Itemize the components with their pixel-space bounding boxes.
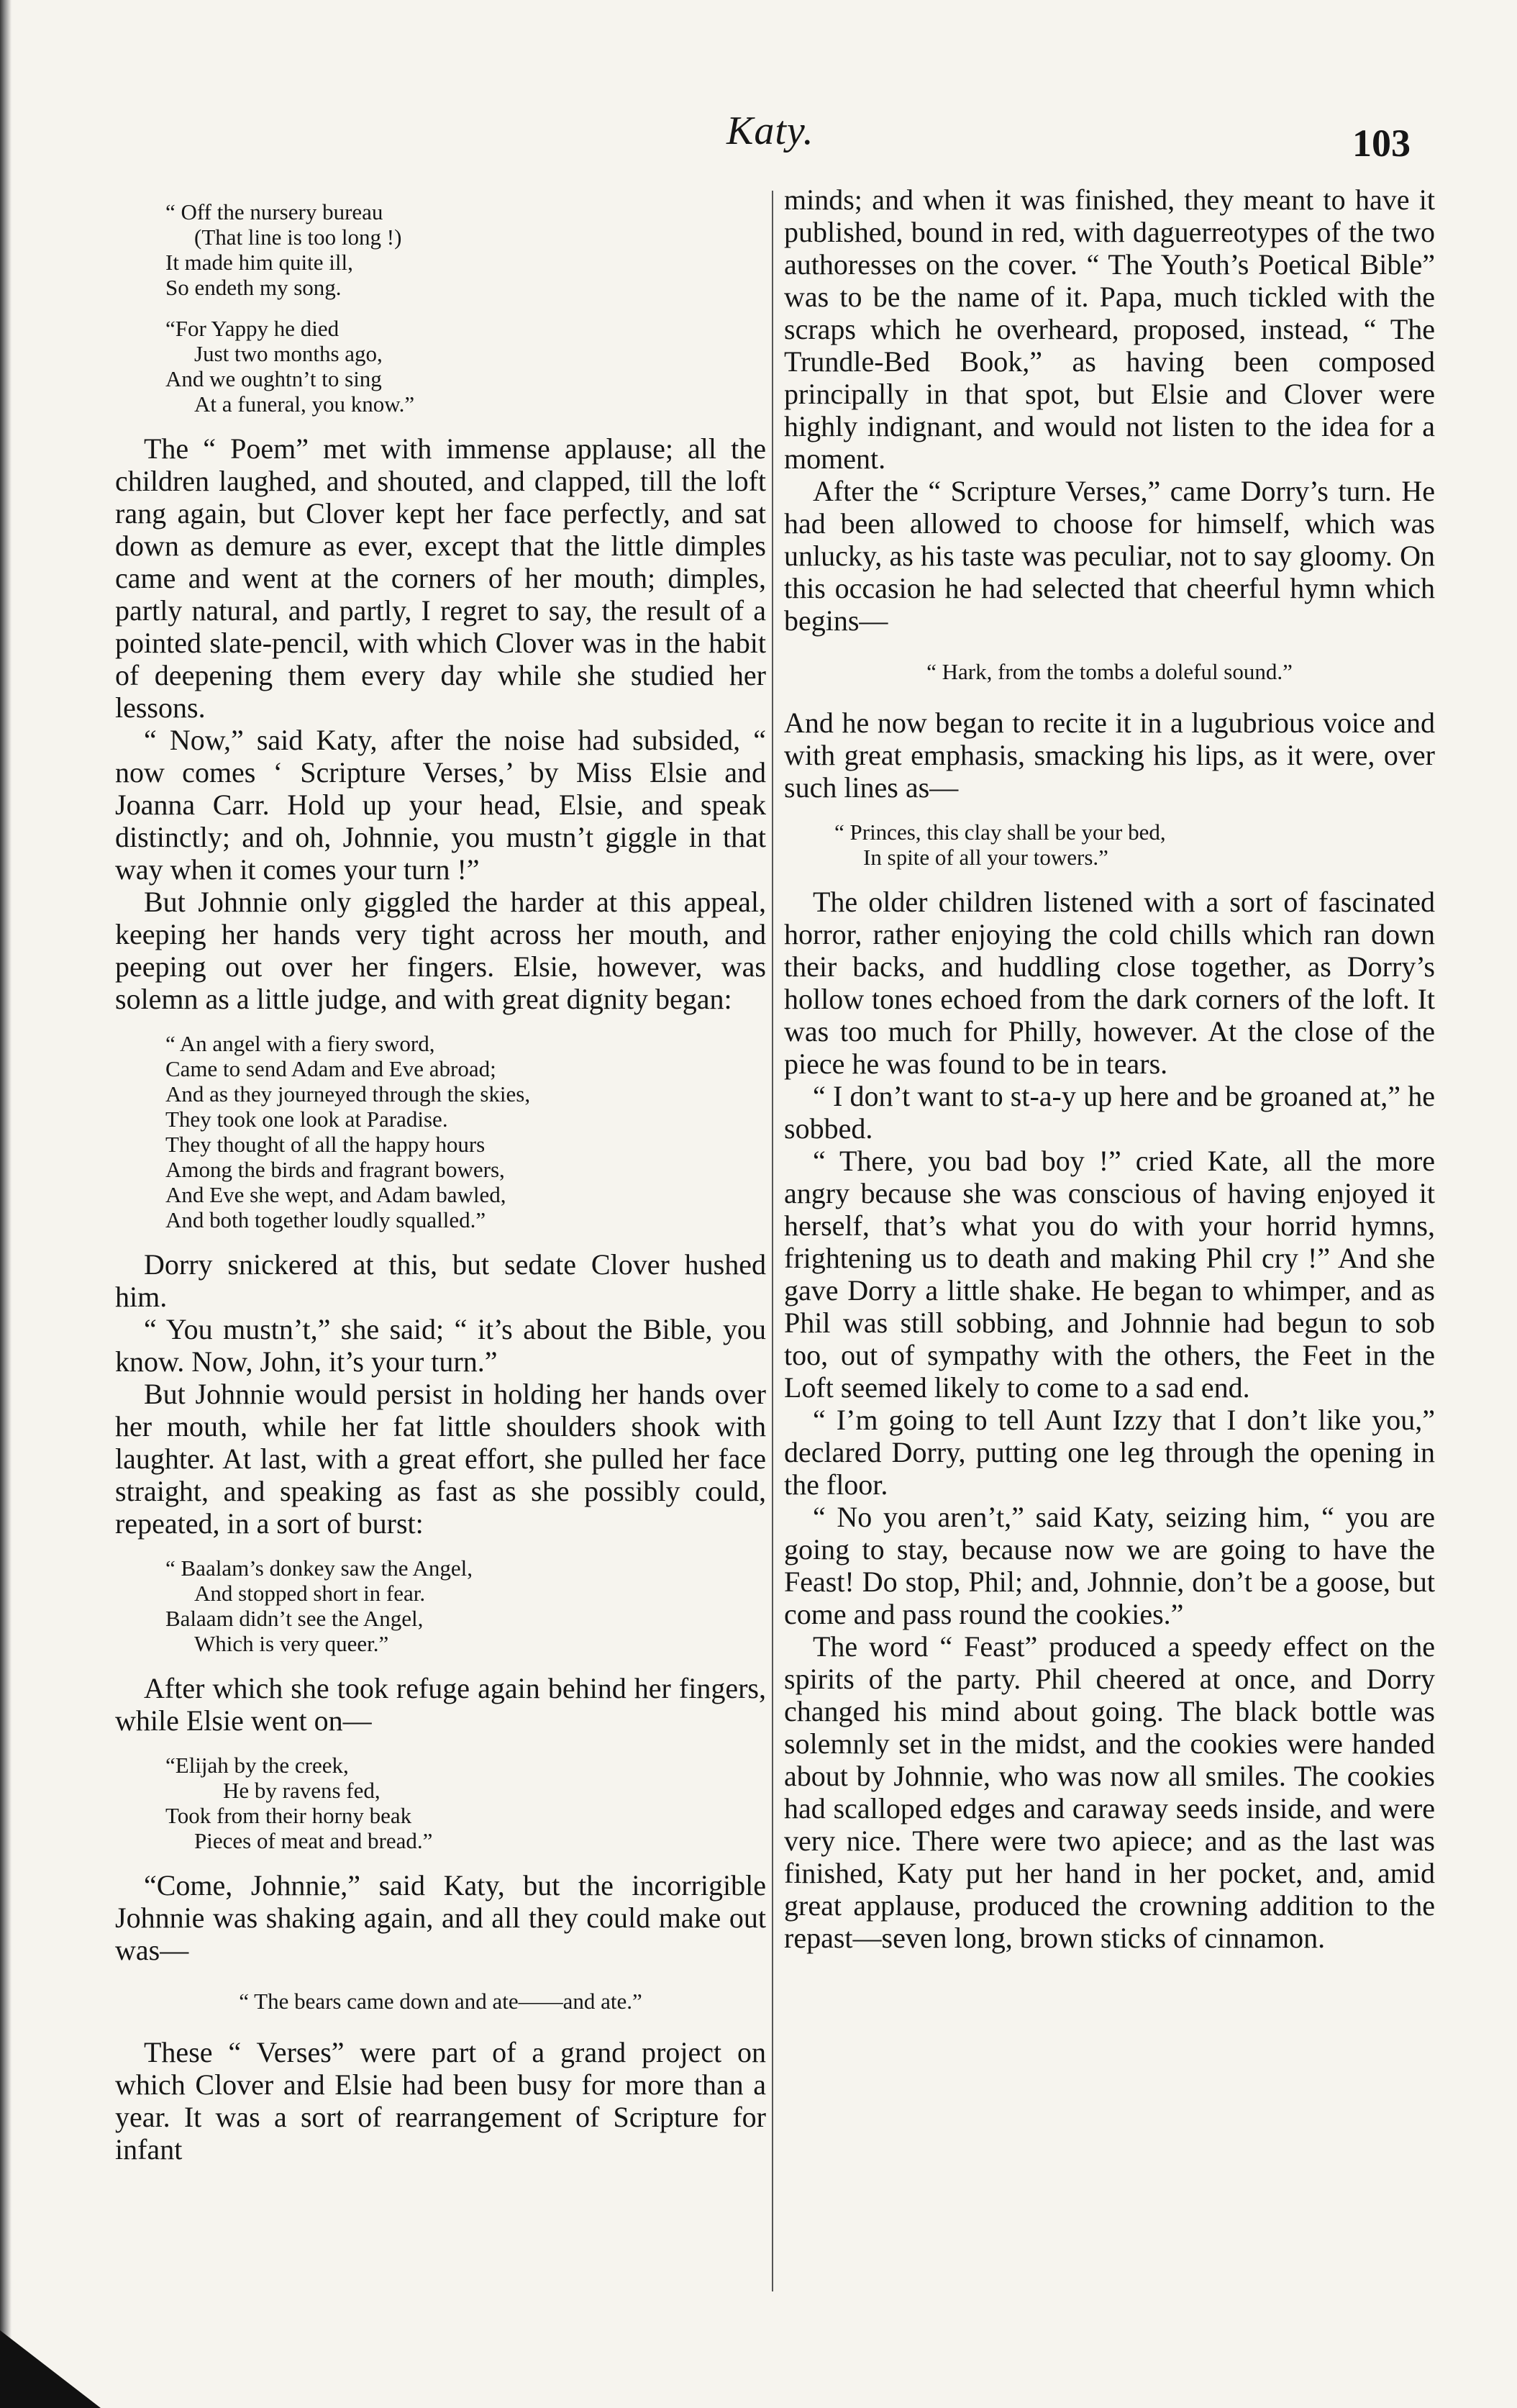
- paragraph: And he now began to recite it in a lugubrious voice and with great emphasis, smacking his lips, as it were, over such lines as—: [784, 707, 1435, 804]
- left-column: [115, 183, 766, 2322]
- paragraph: Dorry snickered at this, but sedate Clover hushed him.: [115, 1248, 766, 1313]
- verse-bears: “ The bears came down and ate——and ate.”: [239, 1989, 642, 2014]
- verse-line: He by ravens fed,: [223, 1778, 381, 1803]
- verse-line: Came to send Adam and Eve abroad;: [165, 1056, 496, 1081]
- verse-line: (That line is too long !): [194, 224, 402, 250]
- paragraph: “ I don’t want to st-a-y up here and be groaned at,” he sobbed.: [784, 1080, 1435, 1145]
- paragraph: These “ Verses” were part of a grand project on which Clover and Elsie had been busy for more than a year. It was a sort of rearrangement of Scripture for infant: [115, 2036, 766, 2166]
- verse-line: At a funeral, you know.”: [194, 391, 415, 417]
- verse-line: “ Princes, this clay shall be your bed,: [834, 819, 1166, 845]
- verse-yappy: [115, 316, 766, 417]
- verse-line: They thought of all the happy hours: [165, 1132, 486, 1157]
- right-column: [784, 183, 1435, 2322]
- verse-line: Took from their horny beak: [165, 1803, 412, 1828]
- paragraph: “ There, you bad boy !” cried Kate, all the more angry because she was conscious of having enjoyed it herself, that’s what you do with your horrid hymns, frightening us to death and making Phil cry !” And she gave Dorry a little shake. He began to whimper, and as Phil was still sobbing, and Johnnie had begun to sob too, out of sympathy with the others, the Feet in the Loft seemed likely to come to a sad end.: [784, 1145, 1435, 1404]
- verse-line: They took one look at Paradise.: [165, 1107, 448, 1132]
- paragraph: “ No you aren’t,” said Katy, seizing him, “ you are going to stay, because now we are going to have the Feast! Do stop, Phil; and, Johnnie, don’t be a goose, but come and pass round the cookies.”: [784, 1501, 1435, 1630]
- verse-line: Among the birds and fragrant bowers,: [165, 1157, 505, 1182]
- verse-line: Pieces of meat and bread.”: [194, 1828, 433, 1853]
- page-number: 103: [1352, 122, 1411, 165]
- verse-line: In spite of all your towers.”: [863, 845, 1108, 870]
- verse-line: Balaam didn’t see the Angel,: [165, 1606, 424, 1631]
- verse-line: “For Yappy he died: [165, 316, 340, 341]
- running-title: Katy.: [726, 109, 814, 153]
- verse-princes: [784, 819, 1435, 870]
- paragraph: “Come, Johnnie,” said Katy, but the incorrigible Johnnie was shaking again, and all they could make out was—: [115, 1869, 766, 1966]
- verse-line: So endeth my song.: [165, 275, 342, 300]
- paragraph: But Johnnie would persist in holding her hands over her mouth, while her fat little shoulders shook with laughter. At last, with a great effort, she pulled her face straight, and speaking as fast as she possibly could, repeated, in a sort of burst:: [115, 1378, 766, 1540]
- scan-corner-shadow: [0, 2322, 101, 2408]
- page-edge-shadow: [0, 0, 12, 2408]
- page-header: [0, 108, 1517, 173]
- paragraph: But Johnnie only giggled the harder at this appeal, keeping her hands very tight across her mouth, and peeping out over her fingers. Elsie, however, was solemn as a little judge, and with great dignity began:: [115, 886, 766, 1015]
- verse-line: And both together loudly squalled.”: [165, 1207, 486, 1232]
- verse-line: And stopped short in fear.: [194, 1581, 426, 1606]
- verse-nursery-bureau: [115, 199, 766, 300]
- verse-elijah: [115, 1753, 766, 1853]
- verse-hark: “ Hark, from the tombs a doleful sound.”: [926, 659, 1293, 684]
- verse-angel: [115, 1031, 766, 1232]
- paragraph: The “ Poem” met with immense applause; all the children laughed, and shouted, and clapped, till the loft rang again, but Clover kept her face perfectly, and sat down as demure as ever, except that the little dimples came and went at the corners of her mouth; dimples, partly natural, and partly, I regret to say, the result of a pointed slate-pencil, with which Clover was in the habit of deepening them every day while she studied her lessons.: [115, 432, 766, 724]
- paragraph: The word “ Feast” produced a speedy effect on the spirits of the party. Phil cheered at once, and Dorry changed his mind about going. The black bottle was solemnly set in the midst, and the cookies were handed about by Johnnie, who was now all smiles. The cookies had scalloped edges and caraway seeds inside, and were very nice. There were two apiece; and as the last was finished, Katy put her hand in her pocket, and, amid great applause, produced the crowning addition to the repast—seven long, brown sticks of cinnamon.: [784, 1630, 1435, 1954]
- verse-line: Which is very queer.”: [194, 1631, 389, 1656]
- paragraph: The older children listened with a sort of fascinated horror, rather enjoying the cold chills which ran down their backs, and huddling close together, as Dorry’s hollow tones echoed from the dark corners of the loft. It was too much for Philly, however. At the close of the piece he was found to be in tears.: [784, 886, 1435, 1080]
- verse-line: And Eve she wept, and Adam bawled,: [165, 1182, 506, 1207]
- verse-line: “Elijah by the creek,: [165, 1753, 349, 1778]
- paragraph: “ I’m going to tell Aunt Izzy that I don’t like you,” declared Dorry, putting one leg through the opening in the floor.: [784, 1404, 1435, 1501]
- verse-line: Just two months ago,: [194, 341, 383, 366]
- verse-line: And we oughtn’t to sing: [165, 366, 382, 391]
- verse-line: “ Off the nursery bureau: [165, 199, 383, 224]
- verse-line: “ An angel with a fiery sword,: [165, 1031, 435, 1056]
- verse-balaam: [115, 1555, 766, 1656]
- verse-line: “ Baalam’s donkey saw the Angel,: [165, 1555, 473, 1581]
- paragraph: minds; and when it was finished, they meant to have it published, bound in red, with daguerreotypes of the two authoresses on the cover. “ The Youth’s Poetical Bible” was to be the name of it. Papa, much tickled with the scraps which he overheard, proposed, instead, “ The Trundle-Bed Book,” as having been composed principally in that spot, but Elsie and Clover were highly indignant, and would not listen to the idea for a moment.: [784, 183, 1435, 475]
- column-divider: [772, 191, 773, 2291]
- paragraph: “ You mustn’t,” she said; “ it’s about the Bible, you know. Now, John, it’s your turn.”: [115, 1313, 766, 1378]
- verse-line: And as they journeyed through the skies,: [165, 1081, 531, 1107]
- paragraph: After the “ Scripture Verses,” came Dorry’s turn. He had been allowed to choose for himself, which was unlucky, as his taste was peculiar, not to say gloomy. On this occasion he had selected that cheerful hymn which begins—: [784, 475, 1435, 637]
- verse-line: It made him quite ill,: [165, 250, 353, 275]
- paragraph: “ Now,” said Katy, after the noise had subsided, “ now comes ‘ Scripture Verses,’ by Miss Elsie and Joanna Carr. Hold up your head, Elsie, and speak distinctly; and oh, Johnnie, you mustn’t giggle in that way when it comes your turn !”: [115, 724, 766, 886]
- paragraph: After which she took refuge again behind her fingers, while Elsie went on—: [115, 1672, 766, 1737]
